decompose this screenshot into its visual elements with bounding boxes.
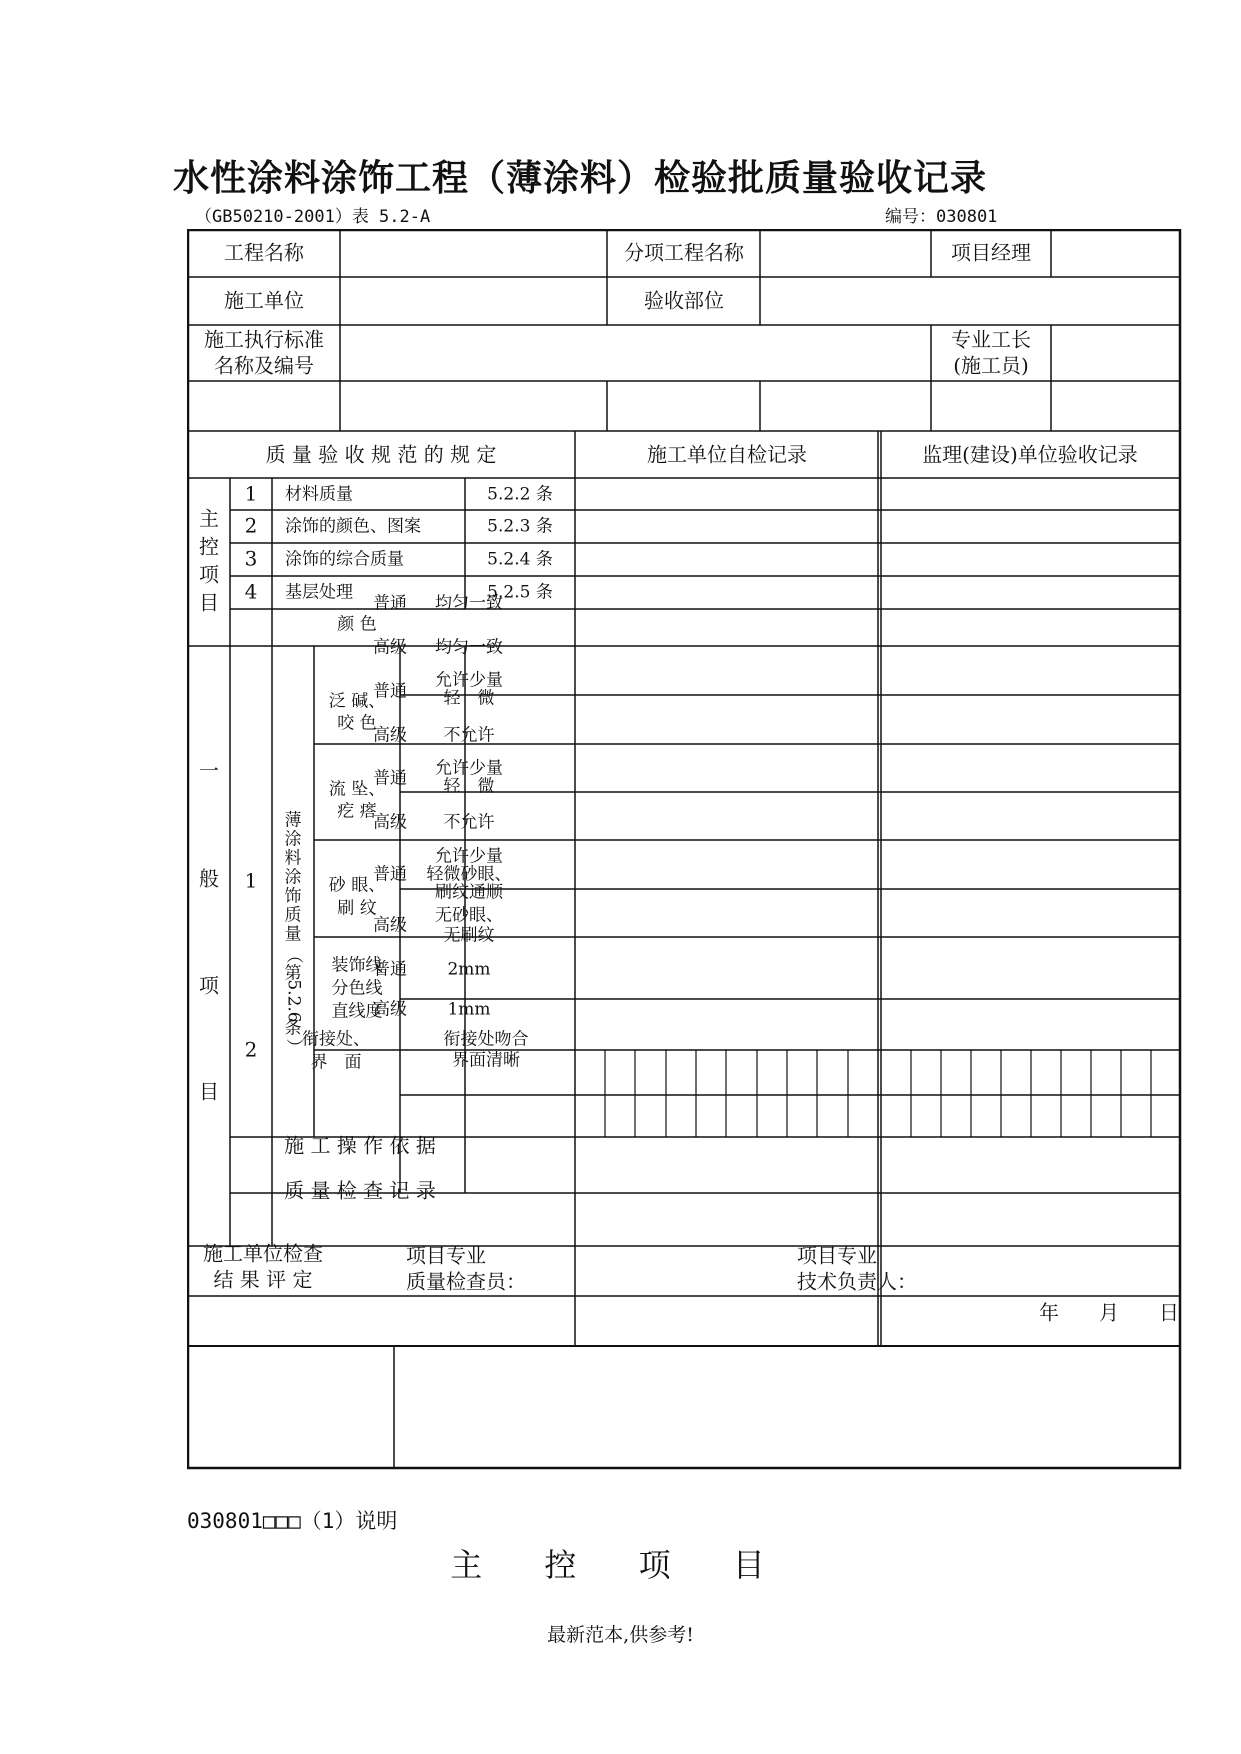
svg-text:一: 一	[199, 758, 219, 783]
svg-text:条: 条	[284, 1018, 302, 1039]
svg-text:泛 碱、: 泛 碱、	[328, 691, 386, 712]
svg-text:高级: 高级	[373, 812, 407, 833]
quality-inspector-line1: 项目专业	[406, 1243, 486, 1268]
code-note: 030801□□□（1）说明	[187, 1509, 398, 1533]
svg-text:轻 微: 轻 微	[443, 688, 495, 709]
svg-text:5.2.6: 5.2.6	[283, 979, 304, 1023]
svg-text:般: 般	[199, 866, 219, 891]
svg-text:流 坠、: 流 坠、	[328, 779, 386, 800]
svg-text:控: 控	[199, 534, 219, 559]
svg-text:界 面: 界 面	[310, 1052, 362, 1073]
spec-column-header: 质 量 验 收 规 范 的 规 定	[265, 442, 497, 467]
supervision-column-header: 监理(建设)单位验收记录	[922, 442, 1138, 467]
group-sagging	[329, 759, 503, 833]
signature-date: 年 月 日	[1039, 1300, 1179, 1325]
project-name-label: 工程名称	[224, 240, 304, 265]
svg-text:2: 2	[244, 513, 258, 538]
svg-text:普通: 普通	[373, 681, 407, 702]
section-heading: 主 控 项 目	[450, 1546, 791, 1584]
form-code: 编号：030801	[885, 207, 998, 227]
form-title: 水性涂料涂饰工程（薄涂料）检验批质量验收记录	[172, 158, 987, 199]
svg-text:无刷纹: 无刷纹	[443, 925, 495, 946]
svg-text:允许少量: 允许少量	[435, 846, 503, 867]
svg-text:薄: 薄	[284, 810, 302, 831]
svg-text:高级: 高级	[373, 725, 407, 746]
svg-text:颜 色: 颜 色	[337, 614, 377, 635]
svg-text:不允许: 不允许	[443, 812, 495, 833]
svg-text:涂饰的颜色、图案: 涂饰的颜色、图案	[285, 516, 421, 537]
foreman-label-line2: (施工员)	[953, 353, 1029, 378]
standard-label-line1: 施工执行标准	[204, 327, 324, 352]
svg-text:1mm: 1mm	[447, 999, 491, 1020]
group-straightness	[332, 956, 491, 1022]
thin-coating-quality-vertical-label	[284, 811, 304, 1056]
main-control-label	[199, 507, 220, 615]
operation-basis-label: 施 工 操 作 依 据	[284, 1133, 436, 1158]
main-control-item-3	[245, 547, 553, 571]
svg-text:饰: 饰	[284, 886, 302, 907]
svg-text:涂饰的综合质量: 涂饰的综合质量	[285, 549, 404, 570]
svg-text:第: 第	[284, 963, 302, 984]
svg-text:普通: 普通	[373, 768, 407, 789]
svg-text:料: 料	[284, 848, 302, 869]
svg-text:无砂眼、: 无砂眼、	[435, 905, 503, 926]
svg-text:5.2.5 条: 5.2.5 条	[487, 582, 553, 603]
svg-text:允许少量: 允许少量	[435, 670, 503, 691]
main-control-item-2	[245, 514, 553, 538]
svg-text:刷纹通顺: 刷纹通顺	[435, 882, 503, 903]
svg-text:刷 纹: 刷 纹	[337, 898, 377, 919]
svg-text:装饰线: 装饰线	[331, 955, 383, 976]
project-manager-label: 项目经理	[951, 240, 1031, 265]
svg-text:直线度: 直线度	[331, 1001, 383, 1022]
evaluation-label-line1: 施工单位检查	[203, 1241, 323, 1266]
standard-reference: （GB50210-2001）表 5.2-A	[195, 207, 431, 227]
svg-text:目: 目	[199, 1079, 219, 1104]
quality-check-record-label: 质 量 检 查 记 录	[284, 1178, 436, 1203]
group-efflorescence	[329, 671, 503, 746]
general-items-label	[199, 759, 220, 1104]
acceptance-form-table	[187, 229, 1182, 1471]
svg-text:5.2.2 条: 5.2.2 条	[487, 484, 553, 505]
technical-lead-line1: 项目专业	[797, 1243, 877, 1268]
svg-text:高级: 高级	[373, 637, 407, 658]
svg-text:普通: 普通	[373, 593, 407, 614]
svg-text:（: （	[283, 946, 304, 964]
svg-text:咬 色: 咬 色	[337, 713, 377, 734]
svg-text:1: 1	[244, 481, 258, 506]
svg-text:涂: 涂	[284, 867, 302, 888]
svg-text:分色线: 分色线	[331, 978, 383, 999]
svg-text:项: 项	[199, 973, 219, 998]
footer-note: 最新范本,供参考!	[547, 1624, 694, 1646]
self-check-column-header: 施工单位自检记录	[647, 442, 807, 467]
svg-text:5.2.3 条: 5.2.3 条	[487, 516, 553, 537]
svg-text:材料质量: 材料质量	[285, 484, 353, 505]
evaluation-label-line2: 结 果 评 定	[213, 1267, 313, 1292]
svg-text:轻 微: 轻 微	[443, 776, 495, 797]
svg-text:质: 质	[284, 905, 302, 926]
svg-text:不允许: 不允许	[443, 725, 495, 746]
svg-text:界面清晰: 界面清晰	[452, 1050, 520, 1071]
group-color	[337, 594, 503, 658]
svg-text:砂 眼、: 砂 眼、	[328, 875, 386, 896]
acceptance-part-label: 验收部位	[644, 288, 724, 313]
table-grid	[187, 229, 1180, 1469]
svg-text:5.2.4 条: 5.2.4 条	[487, 549, 553, 570]
svg-text:衔接处吻合: 衔接处吻合	[443, 1029, 529, 1050]
foreman-label-line1: 专业工长	[951, 327, 1031, 352]
svg-text:高级: 高级	[373, 999, 407, 1020]
quality-inspector-line2: 质量检查员：	[406, 1269, 526, 1294]
svg-text:轻微砂眼、: 轻微砂眼、	[426, 864, 512, 885]
svg-text:基层处理: 基层处理	[285, 582, 353, 603]
standard-label-line2: 名称及编号	[214, 353, 314, 378]
svg-text:）: ）	[283, 1038, 304, 1056]
group-pinholes	[329, 847, 512, 946]
svg-text:目: 目	[199, 590, 219, 615]
svg-text:允许少量: 允许少量	[435, 758, 503, 779]
svg-text:普通: 普通	[373, 864, 407, 885]
general-item-1-number: 1	[244, 868, 258, 893]
svg-text:衔接处、: 衔接处、	[302, 1029, 370, 1050]
svg-text:项: 项	[199, 562, 219, 587]
construction-unit-label: 施工单位	[224, 288, 304, 313]
svg-text:均匀一致: 均匀一致	[435, 593, 503, 614]
sub-project-name-label: 分项工程名称	[624, 240, 744, 265]
svg-text:疙 瘩: 疙 瘩	[337, 801, 377, 822]
svg-text:3: 3	[244, 546, 258, 571]
svg-text:4: 4	[244, 579, 258, 604]
svg-text:普通: 普通	[373, 959, 407, 980]
technical-lead-line2: 技术负责人：	[797, 1269, 917, 1294]
svg-text:量: 量	[284, 924, 302, 945]
svg-text:2mm: 2mm	[447, 959, 491, 980]
svg-text:主: 主	[199, 506, 219, 531]
main-control-item-1	[245, 482, 553, 506]
svg-text:均匀一致: 均匀一致	[435, 637, 503, 658]
svg-text:涂: 涂	[284, 829, 302, 850]
svg-text:高级: 高级	[373, 915, 407, 936]
svg-text:2: 2	[244, 1037, 258, 1062]
